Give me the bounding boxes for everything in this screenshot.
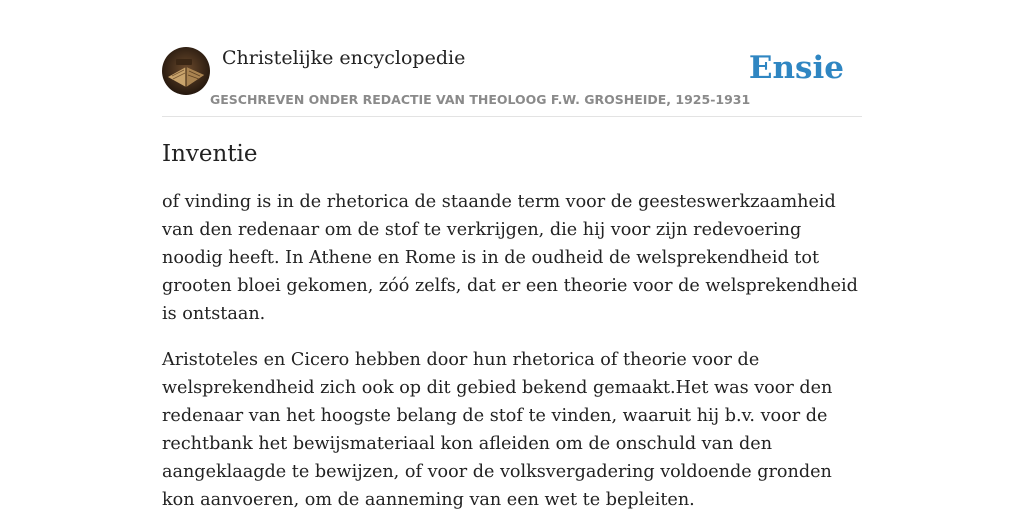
article-content — [162, 138, 862, 512]
ensie-logo-link[interactable]: Ensie — [748, 50, 844, 86]
article-paragraph-1: of vinding is in de rhetorica de staande term voor de geesteswerkzaamheid van den redenaar om de stof te verkrijgen, die hij voor zijn redevoering noodig heeft. In Athene en Rome is in de oudheid de welsprekendheid tot grooten bloei gekomen, zóó zelfs, dat er een theorie voor de welsprekendheid is ontstaan. — [162, 192, 858, 324]
source-title[interactable]: Christelijke encyclopedie — [222, 47, 466, 69]
source-avatar — [162, 47, 210, 95]
source-subtitle: GESCHREVEN ONDER REDACTIE VAN THEOLOOG F.W. GROSHEIDE, 1925-1931 — [210, 92, 751, 107]
article-paragraph-2: Aristoteles en Cicero hebben door hun rhetorica of theorie voor de welsprekendheid zich ook op dit gebied bekend gemaakt.Het was voor den redenaar van het hoogste belang de stof te vinden, waaruit hij b.v. voor de rechtbank het bewijsmateriaal kon afleiden om de onschuld van den aangeklaagde te bewijzen, of voor de volksvergadering voldoende gronden kon aanvoeren, om de aanneming van een wet te bepleiten. — [162, 350, 833, 510]
open-book-image — [162, 47, 210, 95]
source-header — [162, 46, 862, 117]
article-title: Inventie — [162, 141, 258, 167]
